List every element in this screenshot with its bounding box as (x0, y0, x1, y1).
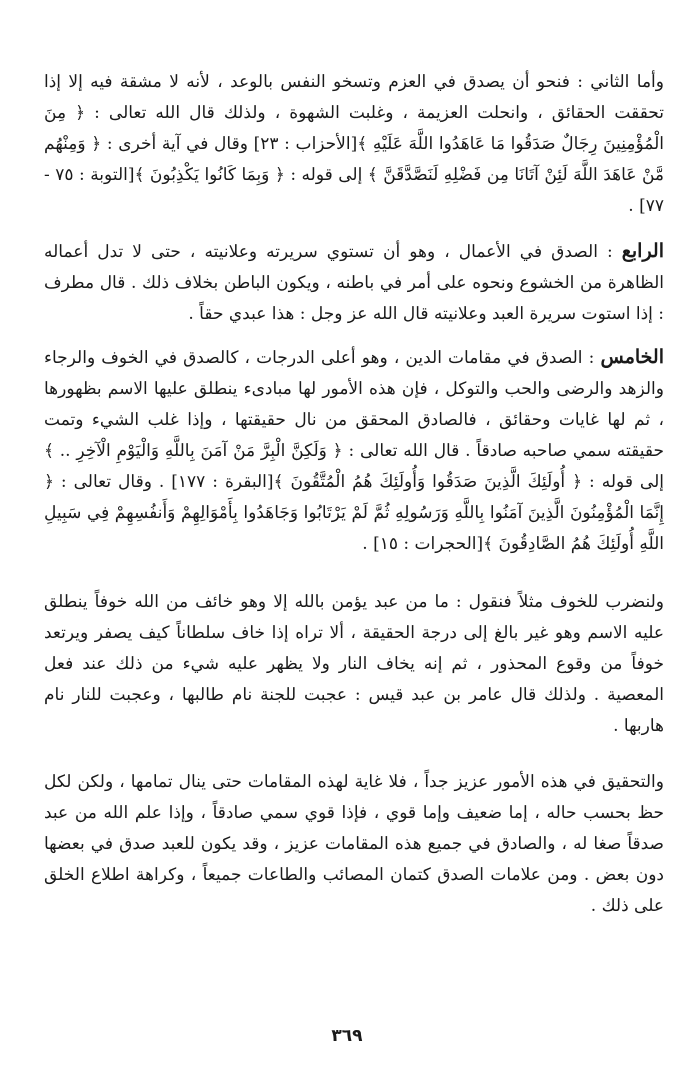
paragraph-text: والتحقيق في هذه الأمور عزيز جداً ، فلا غاية لهذه المقامات حتى ينال تمامها ، ولكن لكل حظ بحسب حاله ، إما ضعيف وإما قوي ، فإذا قوي سمي صادقاً ، وإذا علم الله من عبد صدقاً صغا له ، والصادق في جميع هذه المقامات عزيز ، وقد يكون للعبد صدق في بعضها دون بعض . ومن علامات الصدق كتمان المصائب والطاعات جميعاً ، وكراهة اطلاع الخلق على ذلك . (44, 772, 664, 916)
page-body (44, 66, 664, 922)
paragraph-fourth-truthfulness (44, 236, 664, 330)
page-number: ٣٦٩ (331, 1026, 363, 1046)
paragraph-fifth-truthfulness (44, 342, 664, 560)
paragraph-text: : الصدق في الأعمال ، وهو أن تستوي سريرته وعلانيته ، حتى لا تدل أعماله الظاهرة من الخشوع ونحوه على أمر في باطنه ، ويكون الباطن بخلاف ذلك . قال مطرف : إذا استوت سريرة العبد وعلانيته قال الله عز وجل : هذا عبدي حقاً . (44, 242, 665, 324)
paragraph-lead: الرابع (621, 240, 664, 262)
paragraph-fear-example (44, 586, 664, 742)
paragraph-text: ولنضرب للخوف مثلاً فنقول : ما من عبد يؤمن بالله إلا وهو خائف من الله خوفاً ينطلق عليه الاسم وهو غير بالغ إلى درجة الحقيقة ، ألا تراه إذا خاف سلطاناً كيف يصفر ويرتعد خوفاً من وقوع المحذور ، ثم إنه يخاف النار ولا يظهر عليه شيء من ذلك عند فعل المعصية . ولذلك قال عامر بن عبد قيس : عجبت للجنة نام طالبها ، وعجبت للنار نام هاربها . (44, 592, 664, 736)
paragraph-realization (44, 766, 664, 922)
paragraph-second-truthfulness (44, 66, 664, 222)
paragraph-lead: الخامس (600, 346, 664, 368)
paragraph-text: : الصدق في مقامات الدين ، وهو أعلى الدرجات ، كالصدق في الخوف والرجاء والزهد والرضى والحب والتوكل ، فإن هذه الأمور لها مبادىء ينطلق عليها الاسم بظهورها ، ثم لها غايات وحقائق ، فالصادق المحقق من نال حقيقتها ، وإذا غلب الشيء وتمت حقيقته سمي صاحبه صادقاً . قال الله تعالى : ﴿ وَلَكِنَّ الْبِرَّ مَنْ آمَنَ بِاللَّهِ وَالْيَوْمِ الْآخِرِ .. ﴾ إلى قوله : ﴿ أُولَئِكَ الَّذِينَ صَدَقُوا وَأُولَئِكَ هُمُ الْمُتَّقُونَ ﴾[البقرة : ١٧٧] . وقال تعالى : ﴿ إِنَّمَا الْمُؤْمِنُونَ الَّذِينَ آمَنُوا بِاللَّهِ وَرَسُولِهِ ثُمَّ لَمْ يَرْتَابُوا وَجَاهَدُوا بِأَمْوَالِهِمْ وَأَنفُسِهِمْ فِي سَبِيلِ اللَّهِ أُولَئِكَ هُمُ الصَّادِقُونَ ﴾[الحجرات : ١٥] . (44, 348, 664, 554)
paragraph-text: وأما الثاني : فنحو أن يصدق في العزم وتسخو النفس بالوعد ، لأنه لا مشقة فيه إلا إذا تحققت الحقائق ، وانحلت العزيمة ، وغلبت الشهوة ، ولذلك قال الله تعالى : ﴿ مِنَ الْمُؤْمِنِينَ رِجَالٌ صَدَقُوا مَا عَاهَدُوا اللَّهَ عَلَيْهِ ﴾[الأحزاب : ٢٣] وقال في آية أخرى : ﴿ وَمِنْهُم مَّنْ عَاهَدَ اللَّهَ لَئِنْ آتَانَا مِن فَضْلِهِ لَنَصَّدَّقَنَّ ﴾ إلى قوله : ﴿ وَبِمَا كَانُوا يَكْذِبُونَ ﴾[التوبة : ٧٥ - ٧٧] . (44, 72, 664, 216)
